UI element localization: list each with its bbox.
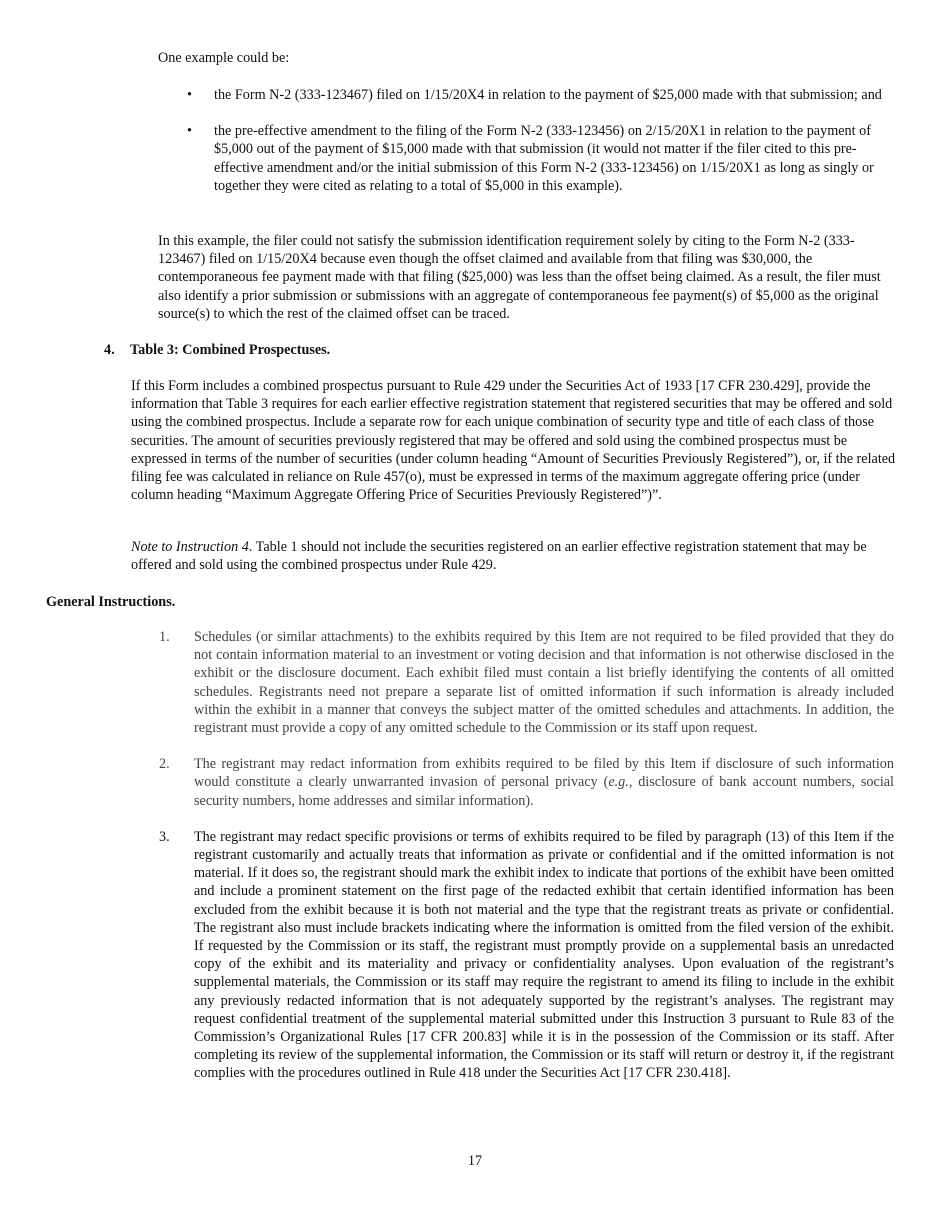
bullet-item-text: the Form N-2 (333-123467) filed on 1/15/20X4 in relation to the payment of $25,000 made with that submission; and — [214, 87, 882, 103]
page-number: 17 — [467, 1153, 483, 1169]
instruction-number: 2. — [159, 756, 170, 773]
bullet-item-text: the pre-effective amendment to the filing of the Form N-2 (333-123456) on 2/15/20X1 in relation to the payment of $5,000 out of the payment of $15,000 made with that submission (it would not matter if the filer cited to this pre-effective amendment and/or the initial submission of this Form N-2 (333-123456) on 1/15/20X1 as long as singly or together they were cited as relating to a total of $5,000 in this example). — [214, 123, 874, 194]
instruction-item — [159, 755, 894, 810]
instruction-item — [159, 628, 894, 737]
section-body: If this Form includes a combined prospectus pursuant to Rule 429 under the Securities Act of 1933 [17 CFR 230.429], provide the information that Table 3 requires for each earlier effective registration statement that registered securities that may be offered and sold using the combined prospectus. Include a separate row for each unique combination of security type and title of each class of those securities. The amount of securities previously registered that may be offered and sold using the combined prospectus must be expressed in terms of the number of securities (under column heading “Amount of Securities Previously Registered”), or, if the related filing fee was calculated in reliance on Rule 457(o), must be expressed in terms of the maximum aggregate offering price (under column heading “Maximum Aggregate Offering Price of Securities Previously Registered”)”. — [131, 378, 896, 504]
instruction-number: 3. — [159, 828, 170, 845]
example-paragraph: In this example, the filer could not satisfy the submission identification requirement solely by citing to the Form N-2 (333-123467) filed on 1/15/20X4 because even though the offset claimed and available from that filing was $30,000, the contemporaneous fee payment made with that filing ($25,000) was less than the offset being claimed. As a result, the filer must also identify a prior submission or submissions with an aggregate of contemporaneous fee payment(s) of $5,000 as the original source(s) to which the rest of the claimed offset can be traced. — [158, 233, 881, 322]
example-bullet-list — [187, 86, 894, 213]
bullet-item — [187, 86, 894, 104]
section-title: Table 3: Combined Prospectuses. — [130, 342, 331, 358]
bullet-marker: • — [187, 87, 192, 103]
instruction-number: 1. — [159, 629, 170, 645]
section-heading — [104, 341, 330, 359]
note-text: . Table 1 should not include the securities registered on an earlier effective registration statement that may be offered and sold using the combined prospectus under Rule 429. — [131, 539, 867, 574]
instruction-item — [159, 828, 894, 1083]
instruction-text: The registrant may redact information from exhibits required to be filed by this Item if disclosure of such information would constitute a clearly unwarranted invasion of personal privacy (e.g., disclosure of bank account numbers, social security numbers, home addresses and similar information). — [194, 756, 894, 809]
bullet-marker: • — [187, 123, 192, 140]
instruction-text: Schedules (or similar attachments) to the exhibits required by this Item are not required to be filed provided that they do not contain information material to an investment or voting decision and that information is not otherwise disclosed in the exhibit or the disclosure document. Each exhibit filed must contain a list briefly identifying the contents of all omitted schedules. Registrants need not prepare a separate list of omitted information if such information is already included within the exhibit in a manner that conveys the subject matter of the omitted schedules and attachments. In addition, the registrant must provide a copy of any omitted schedule to the Commission or its staff upon request. — [194, 629, 894, 737]
instruction-italic: e.g. — [608, 774, 629, 791]
bullet-item — [187, 122, 894, 195]
note-label: Note to Instruction 4 — [131, 539, 249, 555]
general-instructions-list — [159, 628, 894, 1101]
general-instructions-heading: General Instructions. — [46, 594, 176, 610]
instruction-note — [131, 538, 896, 574]
instruction-text: The registrant may redact specific provisions or terms of exhibits required to be filed by paragraph (13) of this Item if the registrant customarily and actually treats that information as private or confidential and if the omitted information is not material. If it does so, the registrant should mark the exhibit index to indicate that portions of the exhibit have been omitted and include a prominent statement on the first page of the redacted exhibit that certain identified information has been excluded from the exhibit because it is both not material and the type that the registrant treats as private or confidential. The registrant also must include brackets indicating where the information is omitted from the filed version of the exhibit. If requested by the Commission or its staff, the registrant must promptly provide on a supplemental basis an unredacted copy of the exhibit and its materiality and privacy or confidentiality analyses. Upon evaluation of the registrant’s supplemental materials, the Commission or its staff may require the registrant to amend its filing to include in the exhibit any previously redacted information that is not adequately supported by the registrant’s analyses. The registrant may request confidential treatment of the supplemental material submitted under this Instruction 3 pursuant to Rule 83 of the Commission’s Organizational Rules [17 CFR 200.83] while it is in the possession of the Commission or its staff. After completing its review of the supplemental information, the Commission or its staff will return or destroy it, if the registrant complies with the procedures outlined in Rule 418 under the Securities Act [17 CFR 230.418]. — [194, 828, 894, 1082]
intro-text: One example could be: — [158, 50, 290, 66]
section-number: 4. — [104, 342, 115, 358]
